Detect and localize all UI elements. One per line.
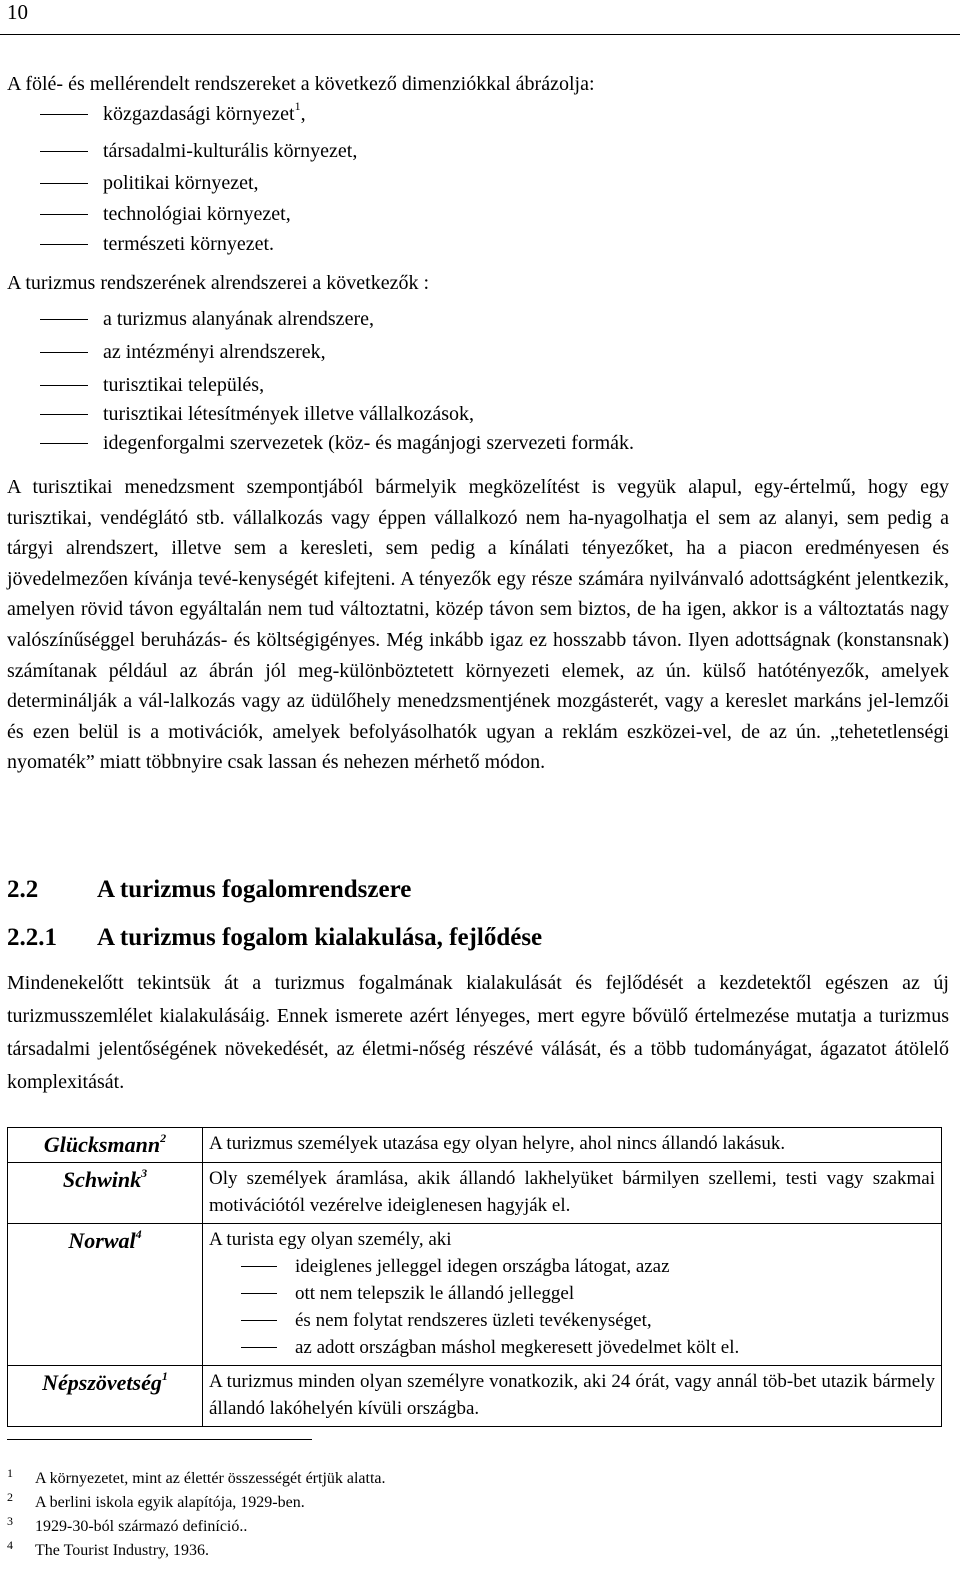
dash-icon (241, 1347, 277, 1348)
list-item: és nem folytat rendszeres üzleti tevékenységet, (209, 1307, 935, 1334)
para3: A turisztikai menedzsment szempontjából bármelyik megközelítést is vegyük alapul, egy-értelmű, hogy egy turisztikai, vendéglátó stb. vállalkozás vagy éppen vállalkozó nem ha-nyagolhatja el sem az alanyi, sem pedig a tárgyi alrendszert, illetve sem a keresleti, sem pedig a kínálati tényezőket, ha a piacon eredményesen és jövedelmezően kívánja tevé-kenységét kifejteni. A tényezők egy része számára nyilvánvaló adottságként jelentkezik, amelyen rövid távon egyáltalán nem tud változtatni, közép távon sem biztos, de ha igen, akkor is a változtatás nagy valószínűséggel beruházás- és költségigényes. Még inkább igaz ez hosszabb távon. Ilyen adottságnak (konstansnak) számítanak például az ábrán jól meg-különböztetett környezeti elemek, az ún. külső hatótényezők, amelyek determinálják a vál-lalkozás vagy az üdülőhely menedzsmentjének mozgásterét, vagy a kereslet markáns jel-lemzői és ezen belül is a motivációk, amelyek befolyásolhatók ugyan a reklám eszközei-vel, de az ún. „tehetetlenségi nyomaték” miatt többnyire csak lassan és nehezen mérhető módon. (7, 476, 949, 774)
dash-icon (40, 443, 88, 444)
definition-cell: A turizmus minden olyan személyre vonatkozik, aki 24 órát, vagy annál töb-bet utazik bármely állandó lakóhelyén kívüli országba. (203, 1366, 942, 1427)
list-item: ideiglenes jelleggel idegen országba látogat, azaz (209, 1253, 935, 1280)
table-row (8, 1224, 942, 1366)
list-item: turisztikai település, (40, 370, 264, 400)
dash-icon (40, 352, 88, 353)
dash-icon (40, 244, 88, 245)
list-item: ott nem telepszik le állandó jelleggel (209, 1280, 935, 1307)
author-cell: Glücksmann$^2$ (8, 1128, 203, 1163)
footnote: 4 The Tourist Industry, 1936. (7, 1538, 209, 1559)
para2-intro: A turizmus rendszerének alrendszerei a következők : (7, 272, 430, 294)
dash-icon (241, 1320, 277, 1321)
para1-intro: A fölé- és mellérendelt rendszereket a következő dimenziókkal ábrázolja: (7, 73, 595, 95)
subsection-heading (7, 924, 542, 952)
definition-cell: Oly személyek áramlása, akik állandó lakhelyüket bármilyen szellemi, testi vagy szakmai motivációtól vezérelve ideiglenesen hagyják el. (203, 1163, 942, 1224)
author-cell: Schwink$^3$ (8, 1163, 203, 1224)
list-item: természeti környezet. (40, 229, 274, 259)
list-item: a turizmus alanyának alrendszere, (40, 304, 374, 334)
para4: Mindenekelőtt tekintsük át a turizmus fogalmának kialakulását és fejlődését a kezdetektől egészen az új turizmusszemlélet kialakulásáig. Ennek ismerete azért lényeges, mert egyre bővülő értelmezése mutatja a turizmus társadalmi jelentőségének növekedését, az életmi-nőség részévé válását, és a több tudományágat, ágazatot átölelő komplexitását. (7, 972, 949, 1093)
author-cell: Norwal$^4$ (8, 1224, 203, 1366)
list-item: társadalmi-kulturális környezet, (40, 136, 357, 166)
table-row (8, 1366, 942, 1427)
dash-icon (40, 151, 88, 152)
definition-cell: A turista egy olyan személy, aki ideiglenes jelleggel idegen országba látogat, azaz ott nem telepszik le állandó jelleggel és nem folytat rendszeres üzleti tevékenységet, az adott országban máshol megkeresett jövedelmet költ el. (203, 1224, 942, 1366)
definitions-table (7, 1127, 942, 1427)
footnote: 3 1929-30-ból származó definíció.. (7, 1514, 248, 1535)
list-item: az adott országban máshol megkeresett jövedelmet költ el. (209, 1334, 935, 1361)
dash-icon (241, 1266, 277, 1267)
list-item: idegenforgalmi szervezetek (köz- és magánjogi szervezeti formák. (40, 428, 634, 458)
dash-icon (40, 385, 88, 386)
dash-icon (40, 183, 88, 184)
footnote-rule (7, 1439, 312, 1440)
page-number: 10 (7, 0, 28, 24)
author-cell: Népszövetség$^1$ (8, 1366, 203, 1427)
footnote: 2 A berlini iskola egyik alapítója, 1929-ben. (7, 1490, 305, 1511)
footnote: 1 A környezetet, mint az élettér összességét értjük alatta. (7, 1466, 386, 1487)
dash-icon (40, 414, 88, 415)
subsection-number: 2.2.1 (7, 924, 57, 951)
table-row (8, 1128, 942, 1163)
definition-cell: A turizmus személyek utazása egy olyan helyre, ahol nincs állandó lakásuk. (203, 1128, 942, 1163)
dash-icon (241, 1293, 277, 1294)
list-item: közgazdasági környezet$^1$, (40, 99, 306, 129)
list-item: az intézményi alrendszerek, (40, 337, 326, 367)
list-item: politikai környezet, (40, 168, 259, 198)
list-item: turisztikai létesítmények illetve vállalkozások, (40, 399, 474, 429)
dash-icon (40, 114, 88, 115)
subsection-title: A turizmus fogalom kialakulása, fejlődése (97, 924, 543, 951)
section-number: 2.2 (7, 876, 39, 903)
header-rule (0, 34, 960, 35)
section-title: A turizmus fogalomrendszere (97, 876, 412, 903)
table-row (8, 1163, 942, 1224)
section-heading (7, 876, 411, 904)
dash-icon (40, 214, 88, 215)
list-item: technológiai környezet, (40, 199, 291, 229)
dash-icon (40, 319, 88, 320)
